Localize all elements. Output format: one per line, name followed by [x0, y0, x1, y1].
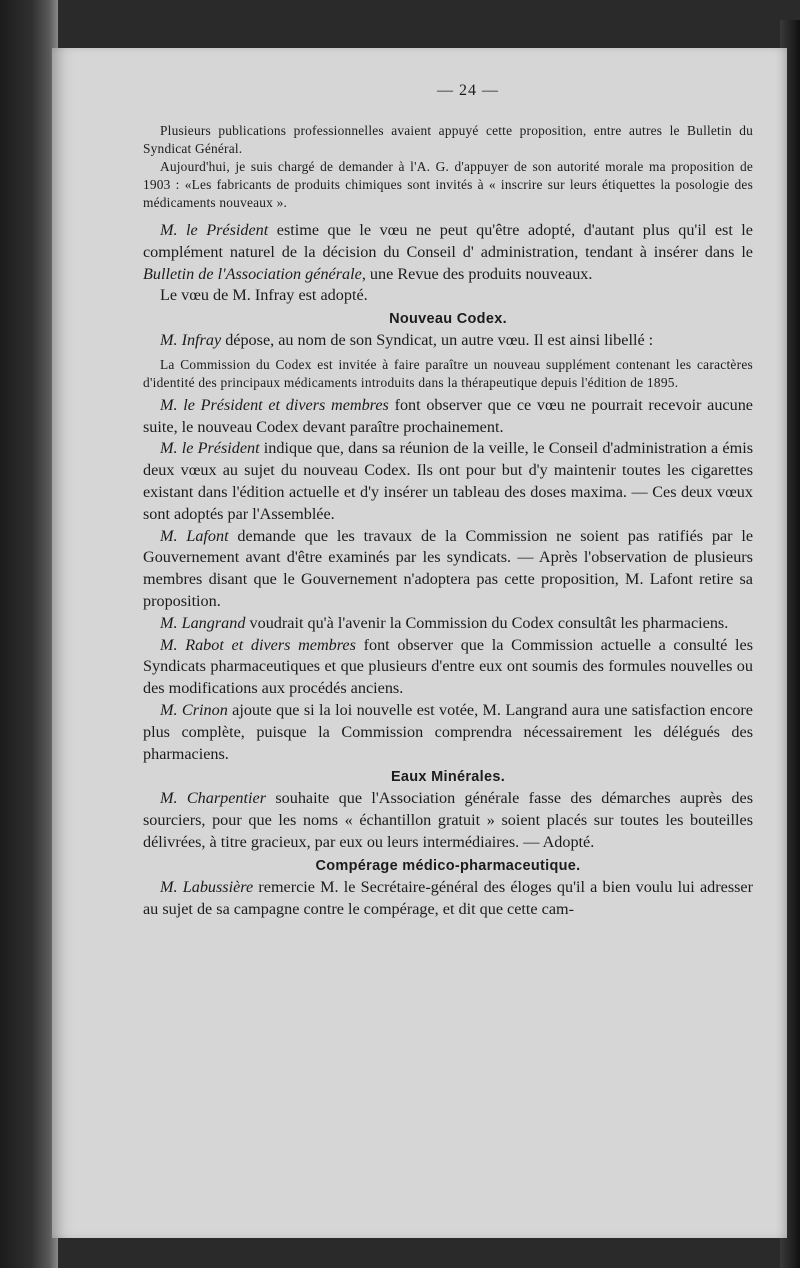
paragraph-text: font observer que la Commission actuelle a consulté les Syndicats pharmaceutiques et que plusieurs d'entre eux ont soumis des formules nouvelles ou des modifications aux procédés anciens. [143, 635, 754, 698]
paragraph-lafont [143, 526, 753, 613]
paragraph-text: , une Revue des produits nouveaux. [361, 264, 593, 283]
section-heading-eaux: Eaux Minérales. [390, 769, 506, 786]
paragraph-langrand [143, 613, 753, 635]
speaker-name: M. Infray [160, 331, 222, 350]
bulletin-title: Bulletin de l'Association générale [143, 264, 362, 283]
quoted-voeu: La Commission du Codex est invitée à faire paraître un nouveau supplément contenant les caractères d'identité des principaux médicaments introduits dans la thérapeutique depuis l'édition de 1895. [143, 356, 753, 391]
paragraph-text: souhaite que l'Association générale fasse des démarches auprès des sourciers, pour que les noms « échantillon gratuit » soient placés sur toutes les bouteilles délivrées, à titre gracieux, par eux ou leurs intermédiaires. — Adopté. [143, 789, 754, 851]
page-number: — 24 — [437, 82, 499, 99]
speaker-name: M. le Président [160, 439, 260, 458]
section-heading-comperage: Compérage médico-pharmaceutique. [315, 857, 581, 874]
paragraph-text: remercie M. le Secrétaire-général des éloges qu'il a bien voulu lui adresser au sujet de sa campagne contre le compérage, et dit que cette cam- [143, 877, 753, 918]
speaker-name: M. Labussière [160, 877, 254, 896]
paragraph-president-voeu [143, 220, 753, 285]
paragraph-adopted: Le vœu de M. Infray est adopté. [160, 286, 368, 305]
speaker-name: M. le Président et divers membres [160, 395, 389, 414]
speaker-name: M. Crinon [160, 700, 228, 719]
speaker-name: M. le Président [160, 221, 269, 239]
intro-paragraph-2: Aujourd'hui, je suis chargé de demander à l'A. G. d'appuyer de son autorité morale ma proposition de 1903 : «Les fabricants de produits chimiques sont invités à « inscrire sur leurs étiquettes la posologie des médicaments nouveaux ». [143, 159, 753, 210]
paragraph-charpentier [143, 788, 753, 853]
book-binding-shadow [0, 0, 58, 1268]
paragraph-text: dépose, au nom de son Syndicat, un autre vœu. Il est ainsi libellé : [221, 331, 654, 350]
paragraph-rabot [143, 635, 753, 700]
paragraph-text: ajoute que si la loi nouvelle est votée, M. Langrand aura une satisfaction encore plus complète, puisque la Commission comprendra nécessairement les délégués des pharmaciens. [143, 700, 753, 763]
section-heading-codex: Nouveau Codex. [389, 311, 507, 328]
speaker-name: M. Langrand [160, 613, 246, 632]
speaker-name: M. Rabot et divers membres [160, 635, 356, 654]
paragraph-president-conseil [143, 438, 753, 525]
paragraph-text: demande que les travaux de la Commission ne soient pas ratifiés par le Gouvernement avant d'être examinés par les syndicats. — Après l'observation de plusieurs membres disant que le Gouvernement n'adoptera pas cette proposition, M. Lafont retire sa proposition. [143, 526, 754, 610]
paragraph-text: indique que, dans sa réunion de la veille, le Conseil d'administration a émis deux vœux au sujet du nouveau Codex. Ils ont pour but d'y maintenir toutes les cigarettes existant dans l'édition actuelle et d'y insérer un tableau des doses maxima. — Ces deux vœux sont adoptés par l'Assemblée. [143, 439, 753, 523]
paragraph-text: estime que le vœu ne peut qu'être adopté, d'autant plus qu'il est le complément naturel de la décision du Conseil d' administration, tendant à insérer dans le [143, 221, 753, 261]
paragraph-text: font observer que ce vœu ne pourrait recevoir aucune suite, le nouveau Codex devant paraître prochainement. [143, 395, 753, 436]
page-content [143, 82, 753, 920]
speaker-name: M. Lafont [160, 526, 229, 545]
speaker-name: M. Charpentier [160, 789, 267, 808]
paragraph-text: voudrait qu'à l'avenir la Commission du Codex consultât les pharmaciens. [245, 613, 729, 632]
paragraph-infray [143, 330, 753, 352]
paragraph-labussiere [143, 877, 753, 921]
paragraph-crinon [143, 700, 753, 765]
paragraph-president-membres [143, 395, 753, 439]
intro-paragraph-1: Plusieurs publications professionnelles avaient appuyé cette proposition, entre autres le Bulletin du Syndicat Général. [143, 123, 753, 156]
